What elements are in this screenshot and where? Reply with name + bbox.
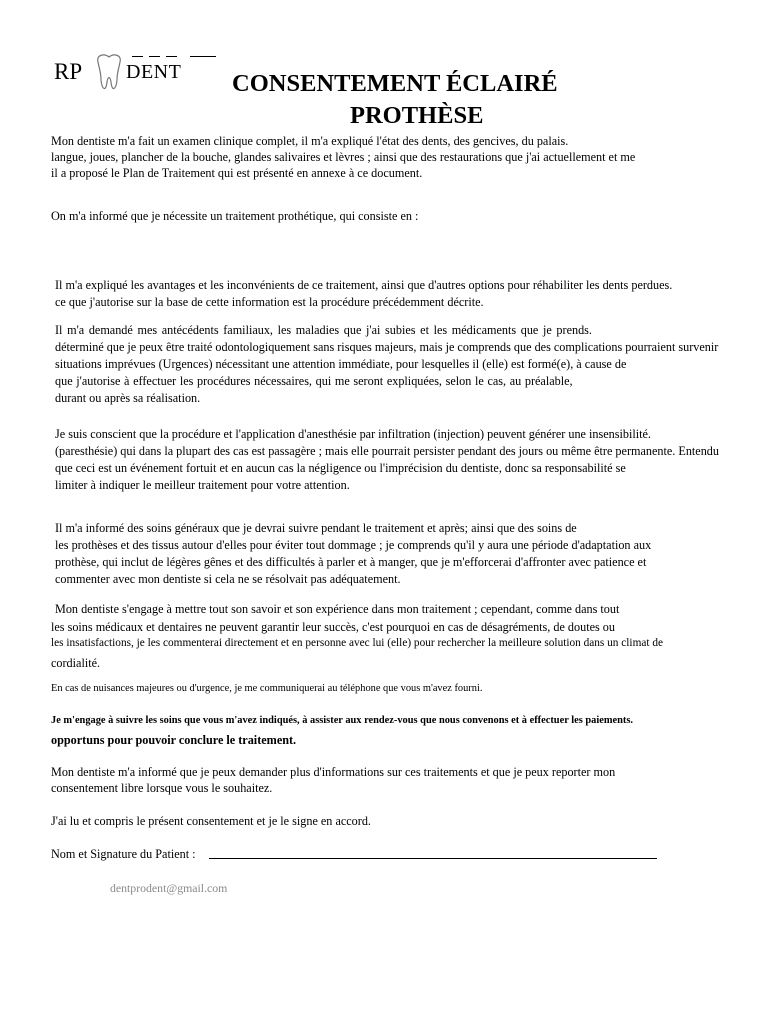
logo-text-rp: RP	[54, 59, 83, 84]
logo-dash	[190, 56, 216, 57]
document-subtitle: PROTHÈSE	[350, 102, 484, 129]
paragraph-line: cordialité.	[51, 656, 101, 670]
paragraph-line: Il m'a expliqué les avantages et les inconvénients de ce traitement, ainsi que d'autres options pour réhabiliter les dents perdues.	[55, 278, 673, 292]
paragraph-line: durant ou après sa réalisation.	[55, 391, 201, 405]
paragraph-line: consentement libre lorsque vous le souhaitez.	[51, 781, 273, 795]
paragraph-line: J'ai lu et compris le présent consentement et je le signe en accord.	[51, 814, 371, 828]
paragraph-line: déterminé que je peux être traité odontologiquement sans risques majeurs, mais je comprends que des complications pourraient survenir	[55, 340, 719, 354]
logo-dash	[166, 56, 177, 57]
paragraph-line: que ceci est un événement fortuit et en aucun cas la négligence ou l'imprécision du dentiste, donc sa responsabilité se	[55, 461, 626, 475]
logo-dash	[132, 56, 143, 57]
paragraph-line: limiter à indiquer le meilleur traitement pour votre attention.	[55, 478, 350, 492]
paragraph-line: les soins médicaux et dentaires ne peuvent garantir leur succès, c'est pourquoi en cas de désagréments, de doutes ou	[51, 620, 615, 634]
paragraph-line: Mon dentiste m'a fait un examen clinique complet, il m'a expliqué l'état des dents, des gencives, du palais.	[51, 134, 569, 148]
contact-email: dentprodent@gmail.com	[110, 881, 228, 895]
paragraph-line: opportuns pour pouvoir conclure le traitement.	[51, 733, 297, 747]
paragraph-line: langue, joues, plancher de la bouche, glandes salivaires et lèvres ; ainsi que des restaurations que j'ai actuellement et me	[51, 150, 636, 164]
paragraph-line: les prothèses et des tissus autour d'elles pour éviter tout dommage ; je comprends qu'il y aura une période d'adaptation aux	[55, 538, 652, 552]
signature-line	[209, 858, 657, 859]
logo-dash	[149, 56, 160, 57]
logo	[54, 52, 224, 96]
paragraph-line: Il m'a demandé mes antécédents familiaux, les maladies que j'ai subies et les médicaments que je prends.	[55, 323, 592, 337]
paragraph-line: Il m'a informé des soins généraux que je devrai suivre pendant le traitement et après; ainsi que des soins de	[55, 521, 577, 535]
paragraph-line: (paresthésie) qui dans la plupart des cas est passagère ; mais elle pourrait persister pendant des jours ou même être permanente. Entendu	[55, 444, 719, 458]
paragraph-line: En cas de nuisances majeures ou d'urgence, je me communiquerai au téléphone que vous m'avez fourni.	[51, 683, 483, 694]
paragraph-line: Je m'engage à suivre les soins que vous m'avez indiqués, à assister aux rendez-vous que nous convenons et à effectuer les paiements.	[51, 715, 633, 726]
paragraph-line: On m'a informé que je nécessite un traitement prothétique, qui consiste en :	[51, 209, 419, 223]
document-title: CONSENTEMENT ÉCLAIRÉ	[232, 70, 558, 97]
paragraph-line: prothèse, qui inclut de légères gênes et des difficultés à parler et à manger, que je m'efforcerai d'affronter avec patience et	[55, 555, 647, 569]
paragraph-line: il a proposé le Plan de Traitement qui est présenté en annexe à ce document.	[51, 166, 423, 180]
signature-label: Nom et Signature du Patient :	[51, 847, 196, 861]
paragraph-line: commenter avec mon dentiste si cela ne se résolvait pas adéquatement.	[55, 572, 401, 586]
paragraph-line: les insatisfactions, je les commenterai directement et en personne avec lui (elle) pour rechercher la meilleure solution dans un climat de	[51, 637, 663, 649]
tooth-icon	[94, 52, 124, 94]
paragraph-line: que j'autorise à effectuer les procédures nécessaires, qui me seront expliquées, selon le cas, au préalable,	[55, 374, 573, 388]
paragraph-line: Mon dentiste m'a informé que je peux demander plus d'informations sur ces traitements et que je peux reporter mon	[51, 765, 616, 779]
paragraph-line: Je suis conscient que la procédure et l'application d'anesthésie par infiltration (injection) peuvent générer une insensibilité.	[55, 427, 651, 441]
logo-text-dent: DENT	[126, 61, 182, 83]
paragraph-line: situations imprévues (Urgences) nécessitant une attention immédiate, pour lesquelles il (elle) est formé(e), à cause de	[55, 357, 627, 371]
paragraph-line: Mon dentiste s'engage à mettre tout son savoir et son expérience dans mon traitement ; cependant, comme dans tout	[55, 602, 620, 616]
paragraph-line: ce que j'autorise sur la base de cette information est la procédure précédemment décrite.	[55, 295, 484, 309]
